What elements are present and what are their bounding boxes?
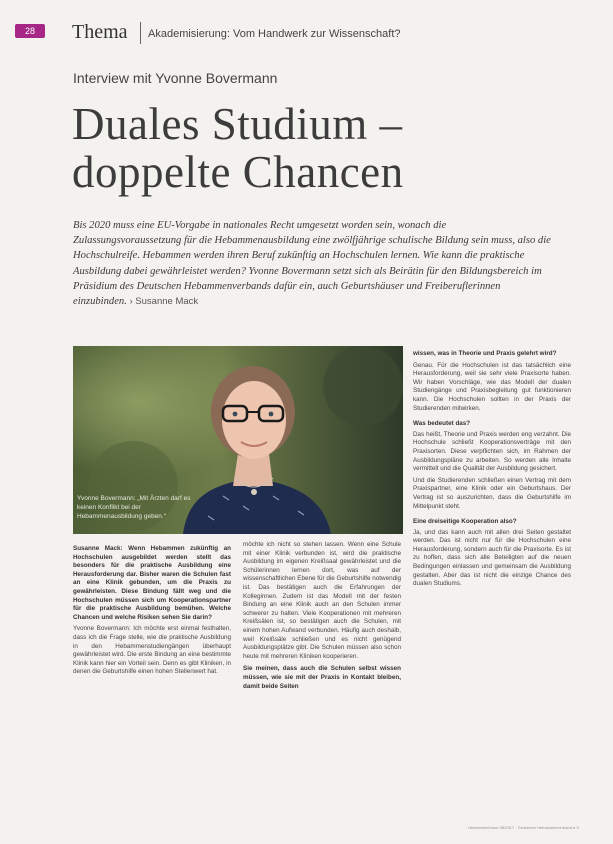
text-column-1 [73,541,231,680]
article-title [72,100,542,196]
body-paragraph: Ja, und das kann auch mit allen drei Seiten gestaltet werden. Das ist nicht nur für die Hochschulen eine Herausforderung, sondern auch für die Praxisorte. Es ist zu hoffen, dass sich alle Beteiligten auf die neuen Bedingungen einlassen und gemeinsam die Ausbildung gestalten. Aber das ist nicht die einzige Chance des dualen Studiums. [413,528,571,588]
lead-author: › Susanne Mack [129,296,199,308]
rubric-divider [140,22,141,44]
article-lead [73,218,553,309]
body-paragraph: Genau. Für die Hochschulen ist das tatsächlich eine Herausforderung, weil sie sehr viele Praxisorte haben. Wir haben Vorschläge, wie das Modell der dualen Studiengänge und Praxisbegleitung gut funktionieren kann. Die Hochschulen sollten in der Praxis der Studierenden mitwirken. [413,361,571,412]
interview-question: Susanne Mack: Wenn Hebammen zukünftig an Hochschulen ausgebildet werden stellt das besonders für die praktische Ausbildung eine Herausforderung dar. Bisher waren die Schulen fast an eine Klinik gebunden, um die Praxis zu gewährleisten. Diese Bindung fällt weg und die Hochschulen müssen sich um Kooperationspartner für die praktische Ausbildung bemühen. Welche Chancen und welche Risiken sehen Sie darin? [73,545,231,621]
photo-caption: Yvonne Bovermann: „Mit Ärzten darf es keinen Konflikt bei der Hebammenausbildung geben.“ [77,495,191,520]
body-paragraph: Das heißt, Theorie und Praxis werden eng verzahnt. Die Hochschule schließt Kooperationsverträge mit den Praxisorten. Diese verpflichten sich, im Rahmen der Ausbildungspläne zu arbeiten. So werden alle Inhalte vermittelt und die Qualität der Ausbildung gesichert. [413,430,571,473]
section-rubric: Thema [72,21,128,43]
title-line-1: Duales Studium – [72,99,403,149]
interview-question: wissen, was in Theorie und Praxis gelehrt wird? [413,350,557,357]
body-paragraph: möchte ich nicht so stehen lassen. Wenn eine Schule mit einer Klinik verbunden ist, wird die praktische Ausbildung im eigenen Kreißsaal gewährleistet und die Schülerinnen lernen dort, was auf der wissenschaftlichen Ebene für die Geburtshilfe notwendig ist. Das bestätigen auch die Erfahrungen der Kolleginnen. Zudem ist das Modell mit der festen Bindung an eine Klinik auch an den Schulen immer schwerer zu halten. Viele Kooperationen mit mehreren Kreißsälen ist, so bestätigen auch die Schulen, mit einem hohen Aufwand verbunden. Häufig auch deshalb, weil Kreißsäle schließen und es nicht genügend Ausbildungsplätze gibt. Die Schulen müssen also schon heute mit mehreren Kliniken kooperieren. [243,541,401,660]
page-footer: Hebammenforum 08/2017 · Deutscher Hebammenverband e.V. [468,826,580,830]
body-paragraph: Und die Studierenden schließen einen Vertrag mit dem Praxispartner, eine Klinik oder ein Geburtshaus. Der Vertrag ist so auszurichten, dass die Geburtshilfe im Mittelpunkt steht. [413,476,571,510]
body-paragraph: Yvonne Bovermann: Ich möchte erst einmal festhalten, dass ich die Frage stelle, wie die praktische Ausbildung in den Hebammenstudiengängen überhaupt gewährleistet wird. Die erste Bindung an eine bestimmte Klinik kann hier ein Vorteil sein. Denn es gibt Kliniken, in denen die Geburtshilfe einen hohen Stellenwert hat. [73,625,231,676]
lead-text: Bis 2020 muss eine EU-Vorgabe in nationales Recht umgesetzt worden sein, wonach die Zulassungsvoraussetzung für die Hebammenausbildung eine zwölfjährige schulische Bildung sein muss, also die Hochschulreife. Hebammen werden ihren Beruf zukünftig an Hochschulen lernen. Wie kann die praktische Ausbildung dabei gewährleistet werden? Yvonne Bovermann setzt sich als Beirätin für den Bildungsbereich im Präsidium des Deutschen Hebammenverbands dafür ein, auch Geburtshäuser und Freiberuflerinnen einzubinden. [73,220,551,308]
text-column-3 [413,346,571,592]
subheading: Was bedeutet das? [413,420,471,428]
subheading: Eine dreiseitige Kooperation also? [413,518,517,526]
text-column-2 [243,541,401,694]
section-subtitle: Akademisierung: Vom Handwerk zur Wissenschaft? [148,28,401,40]
page-number: 28 [15,24,45,38]
article-kicker: Interview mit Yvonne Bovermann [73,70,278,86]
title-line-2: doppelte Chancen [72,147,404,197]
interview-question: Sie meinen, dass auch die Schulen selbst wissen müssen, wie sie mit der Praxis in Kontakt bleiben, damit beide Seiten [243,665,401,690]
